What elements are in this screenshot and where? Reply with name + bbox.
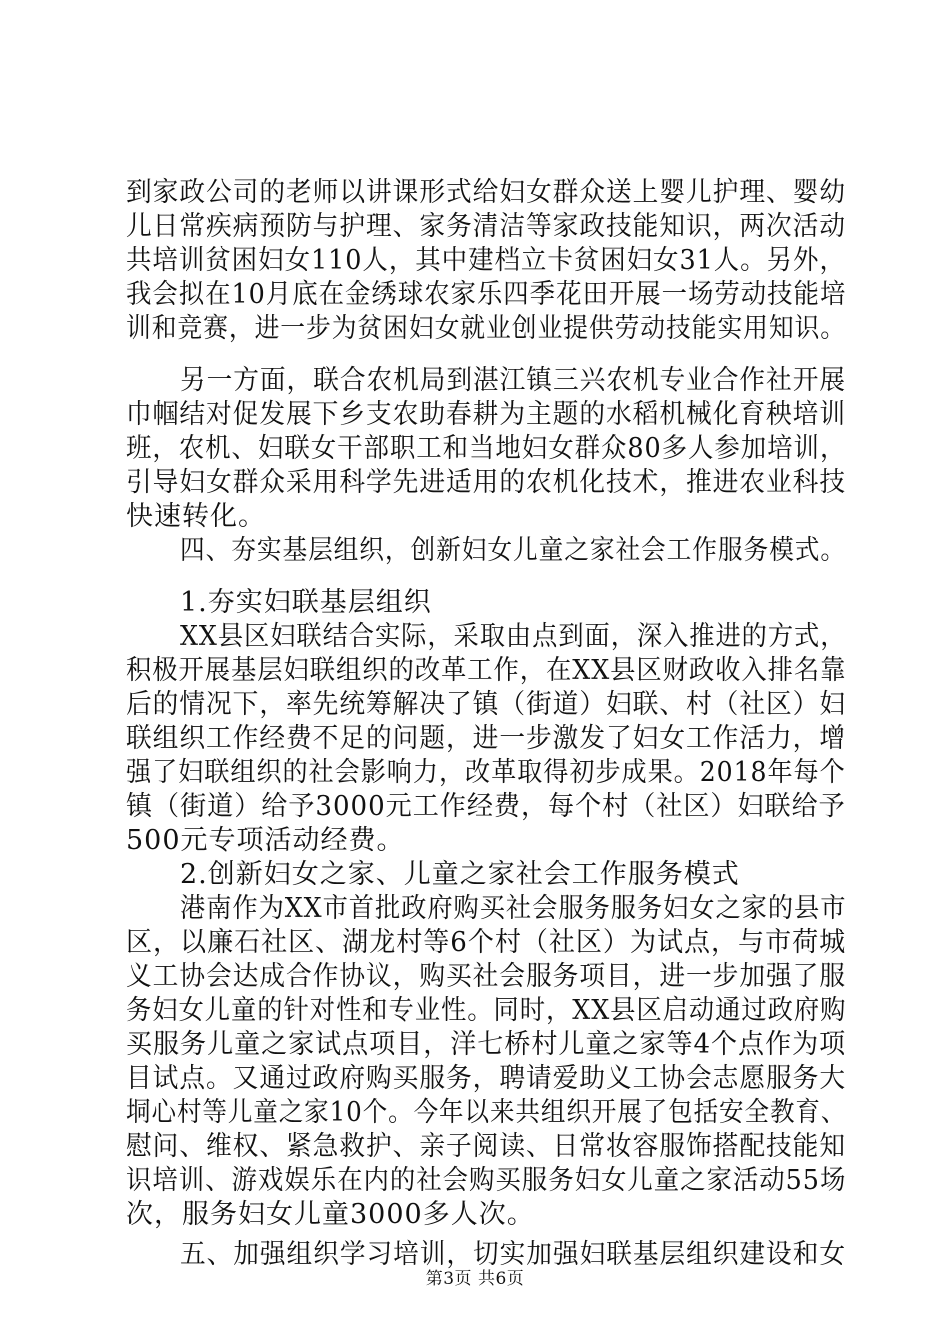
text-line: 目试点。又通过政府购买服务，聘请爱助义工协会志愿服务大 [126,1063,847,1094]
text-line: 共培训贫困妇女110人，其中建档立卡贫困妇女31人。另外， [126,245,846,276]
text-line: 次，服务妇女儿童3000多人次。 [126,1199,535,1230]
text-line: 买服务儿童之家试点项目，洋七桥村儿童之家等4个点作为项 [126,1029,847,1060]
text-line: 慰问、维权、紧急救护、亲子阅读、日常妆容服饰搭配技能知 [126,1131,847,1162]
text-line: 我会拟在10月底在金绣球农家乐四季花田开展一场劳动技能培 [126,279,847,310]
paragraph-first-line: 港南作为XX市首批政府购买社会服务服务妇女之家的县市 [180,893,847,924]
text-line: 义工协会达成合作协议，购买社会服务项目，进一步加强了服 [126,961,847,992]
text-line: 强了妇联组织的社会影响力，改革取得初步成果。2018年每个 [126,757,846,788]
text-line: 积极开展基层妇联组织的改革工作，在XX县区财政收入排名靠 [126,655,847,686]
paragraph-first-line: 另一方面，联合农机局到湛江镇三兴农机专业合作社开展 [180,365,846,396]
text-line: 巾帼结对促发展下乡支农助春耕为主题的水稻机械化育秧培训 [126,399,847,430]
section-heading: 四、夯实基层组织，创新妇女儿童之家社会工作服务模式。 [180,535,846,566]
subsection-heading: 2.创新妇女之家、儿童之家社会工作服务模式 [180,859,740,890]
text-line: 区，以廉石社区、湖龙村等6个村（社区）为试点，与市荷城 [126,927,847,958]
text-line: 垌心村等儿童之家10个。今年以来共组织开展了包括安全教育、 [126,1097,847,1128]
text-line: 联组织工作经费不足的问题，进一步激发了妇女工作活力，增 [126,723,847,754]
paragraph-first-line: XX县区妇联结合实际，采取由点到面，深入推进的方式， [180,621,847,652]
page-number-footer: 第3页 共6页 [425,1269,525,1289]
text-line: 儿日常疾病预防与护理、家务清洁等家政技能知识，两次活动 [126,211,847,242]
text-line: 快速转化。 [126,501,266,532]
text-line: 500元专项活动经费。 [126,825,405,856]
text-line: 到家政公司的老师以讲课形式给妇女群众送上婴儿护理、婴幼 [126,177,847,208]
text-line: 务妇女儿童的针对性和专业性。同时，XX县区启动通过政府购 [126,995,847,1026]
subsection-heading: 1.夯实妇联基层组织 [180,587,432,618]
text-line: 引导妇女群众采用科学先进适用的农机化技术，推进农业科技 [126,467,847,498]
text-line: 识培训、游戏娱乐在内的社会购买服务妇女儿童之家活动55场 [126,1165,847,1196]
text-line: 班，农机、妇联女干部职工和当地妇女群众80多人参加培训， [126,433,847,464]
section-heading: 五、加强组织学习培训，切实加强妇联基层组织建设和女 [180,1239,846,1270]
text-line: 训和竞赛，进一步为贫困妇女就业创业提供劳动技能实用知识。 [126,313,847,344]
text-line: 后的情况下，率先统筹解决了镇（街道）妇联、村（社区）妇 [126,689,847,720]
text-line: 镇（街道）给予3000元工作经费，每个村（社区）妇联给予 [126,791,846,822]
